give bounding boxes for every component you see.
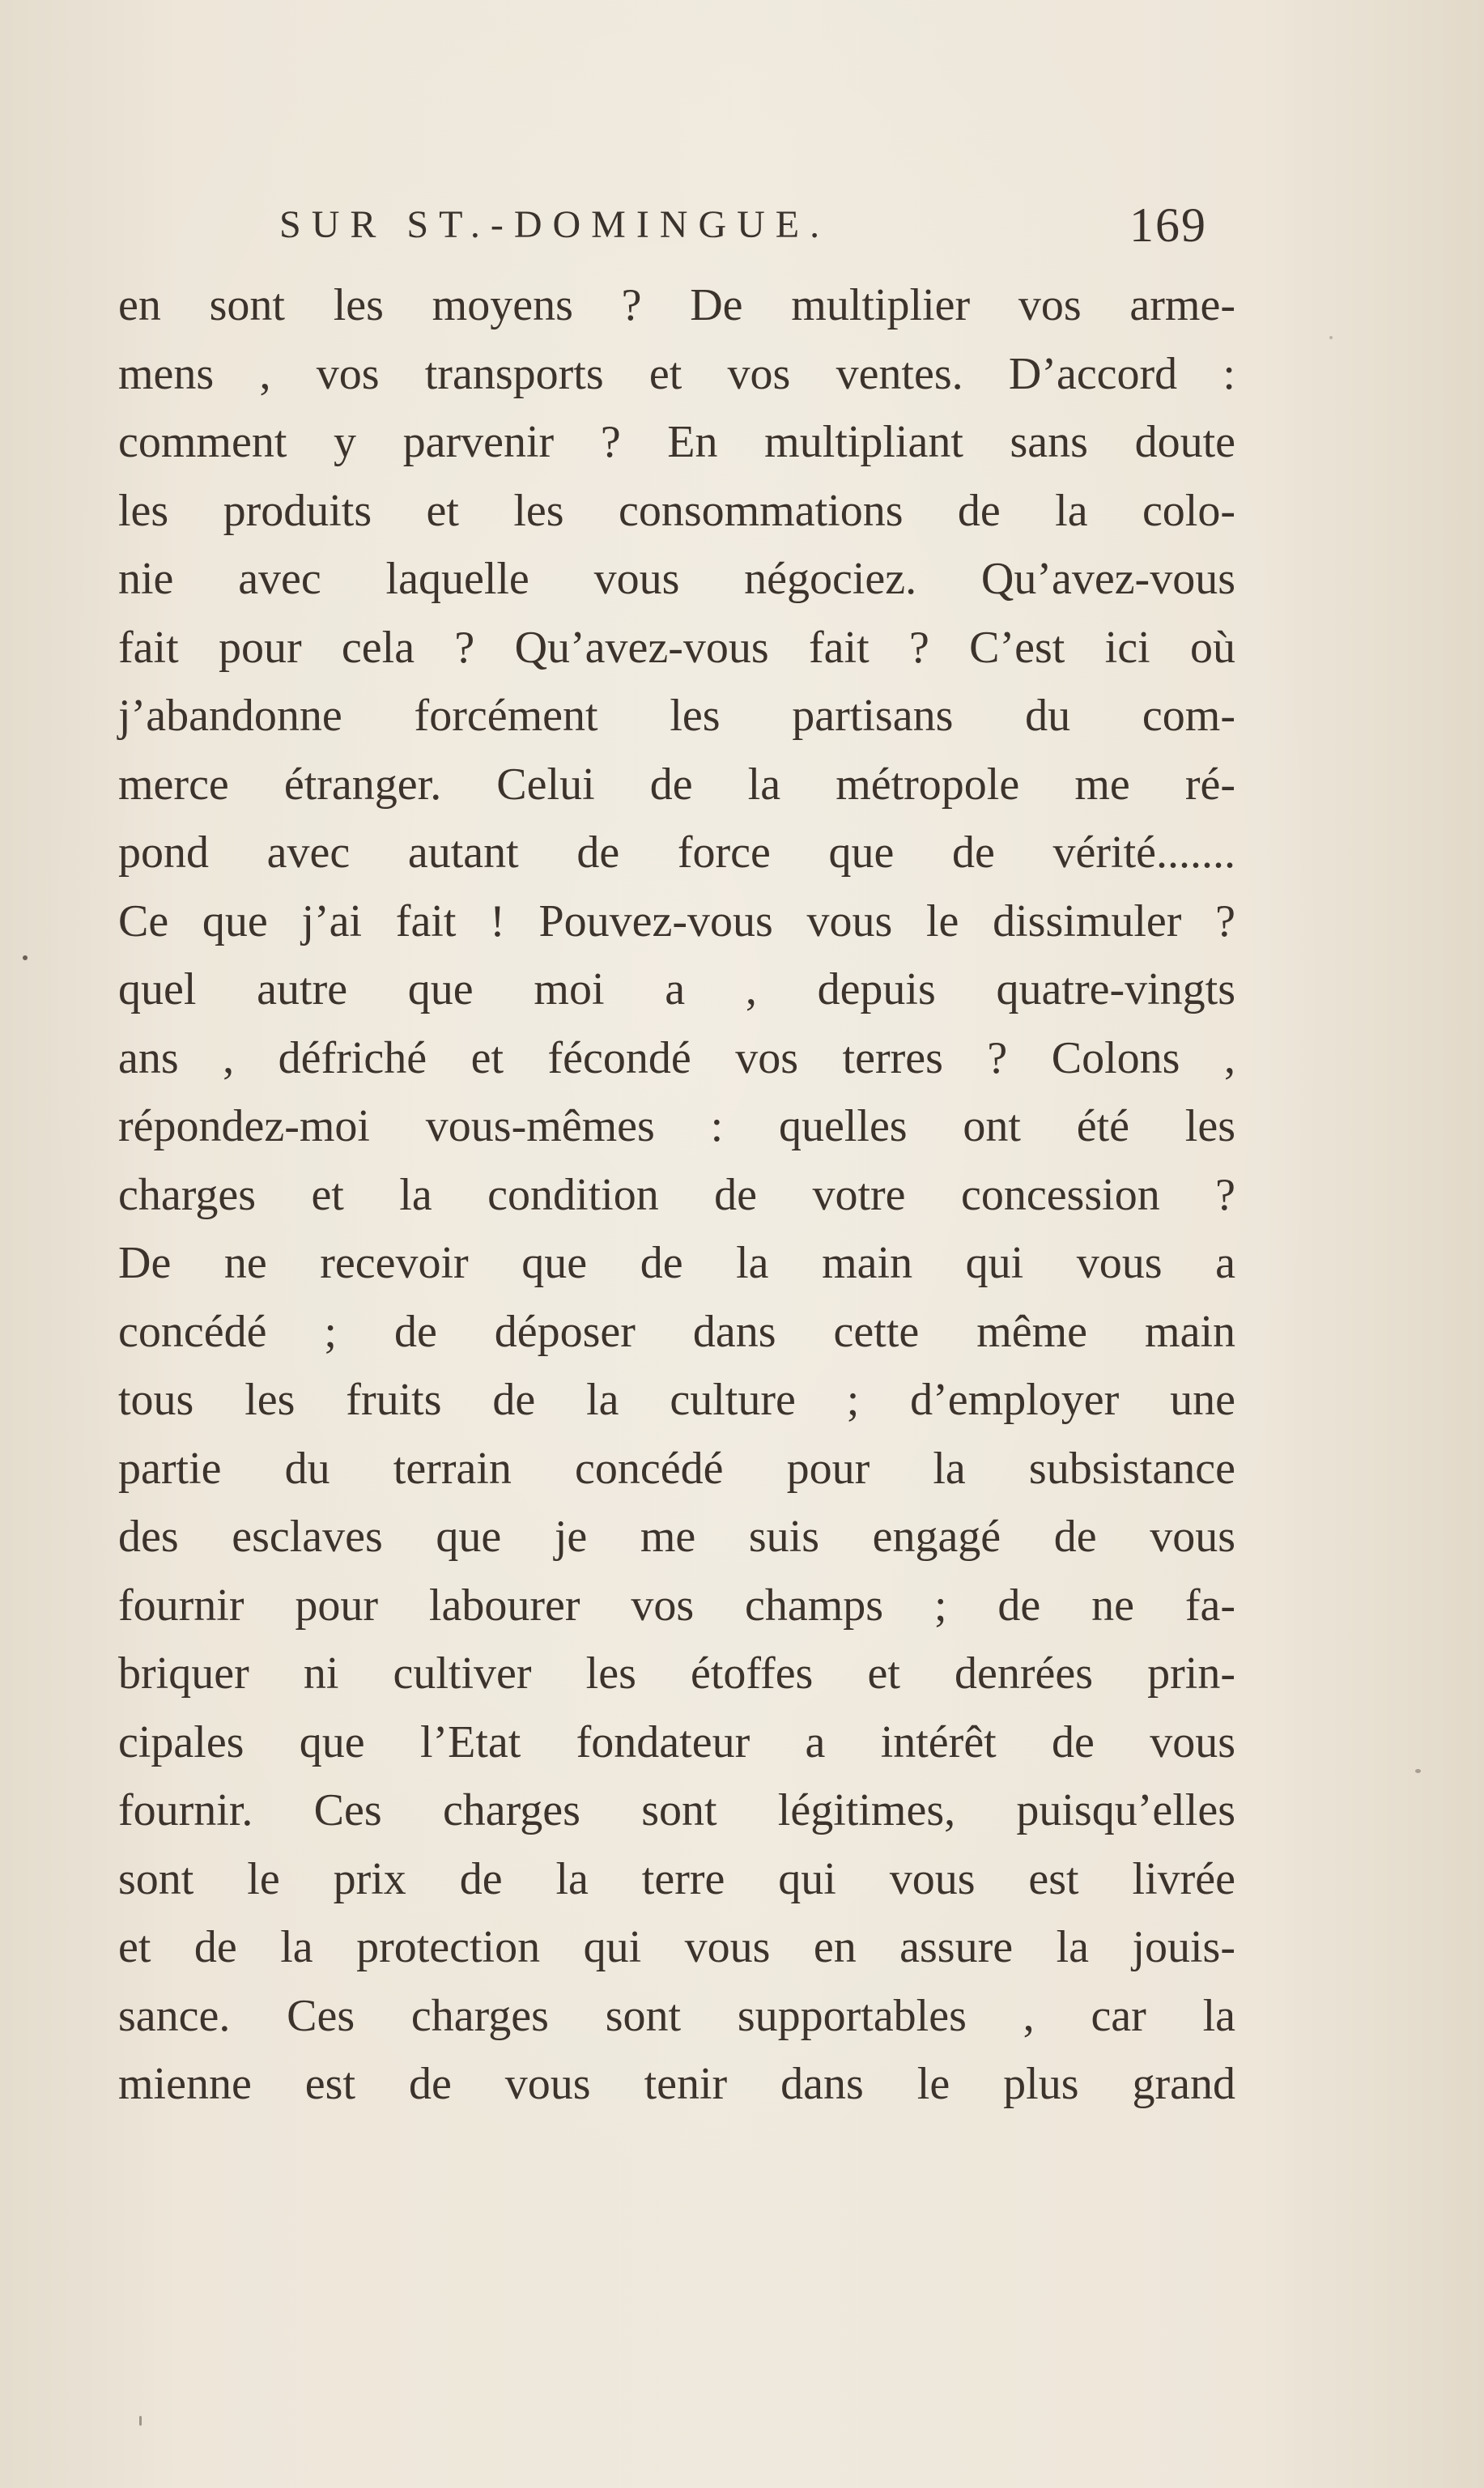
paper-speck bbox=[1329, 336, 1333, 339]
text-line: partie du terrain concédé pour la subsistance bbox=[118, 1443, 1235, 1494]
text-line: des esclaves que je me suis engagé de vous bbox=[118, 1512, 1235, 1562]
text-line: comment y parvenir ? En multipliant sans doute bbox=[118, 417, 1235, 467]
paper-speck bbox=[23, 955, 28, 960]
text-line: pond avec autant de force que de vérité....... bbox=[118, 827, 1235, 878]
text-line: Ce que j’ai fait ! Pouvez-vous vous le dissimuler ? bbox=[118, 895, 1235, 946]
text-line: tous les fruits de la culture ; d’employer une bbox=[118, 1375, 1235, 1425]
text-line: quel autre que moi a , depuis quatre-vingts bbox=[118, 964, 1235, 1014]
text-line: fait pour cela ? Qu’avez-vous fait ? C’est ici où bbox=[118, 622, 1235, 673]
text-line: nie avec laquelle vous négociez. Qu’avez-vous bbox=[118, 554, 1235, 604]
text-line: merce étranger. Celui de la métropole me ré- bbox=[118, 759, 1235, 810]
text-line: fournir pour labourer vos champs ; de ne fa- bbox=[118, 1580, 1235, 1631]
text-line: sance. Ces charges sont supportables , car la bbox=[118, 1990, 1235, 2041]
text-line: mens , vos transports et vos ventes. D’accord : bbox=[118, 348, 1235, 399]
text-line: j’abandonne forcément les partisans du com- bbox=[118, 691, 1235, 741]
text-line: mienne est de vous tenir dans le plus grand bbox=[118, 2059, 1235, 2109]
running-head-title: SUR ST.-DOMINGUE. bbox=[279, 203, 831, 246]
text-line: De ne recevoir que de la main qui vous a bbox=[118, 1238, 1235, 1288]
text-line: cipales que l’Etat fondateur a intérêt de vous bbox=[118, 1716, 1235, 1767]
text-line: charges et la condition de votre concession ? bbox=[118, 1169, 1235, 1220]
text-line: répondez-moi vous-mêmes : quelles ont été les bbox=[118, 1101, 1235, 1151]
paper-speck bbox=[139, 2416, 142, 2426]
text-line: concédé ; de déposer dans cette même main bbox=[118, 1306, 1235, 1357]
text-line: fournir. Ces charges sont légitimes, puisqu’elles bbox=[118, 1785, 1235, 1835]
running-head bbox=[279, 198, 1251, 267]
paper-speck bbox=[1415, 1769, 1421, 1773]
page-number: 169 bbox=[1129, 198, 1207, 252]
text-line: en sont les moyens ? De multiplier vos arme- bbox=[118, 280, 1235, 330]
text-line: ans , défriché et fécondé vos terres ? Colons , bbox=[118, 1032, 1235, 1083]
text-line: sont le prix de la terre qui vous est livrée bbox=[118, 1853, 1235, 1904]
text-line: briquer ni cultiver les étoffes et denrées prin- bbox=[118, 1648, 1235, 1699]
body-text bbox=[118, 271, 1235, 2119]
text-line: les produits et les consommations de la colo- bbox=[118, 485, 1235, 536]
text-line: et de la protection qui vous en assure la jouis- bbox=[118, 1922, 1235, 1972]
